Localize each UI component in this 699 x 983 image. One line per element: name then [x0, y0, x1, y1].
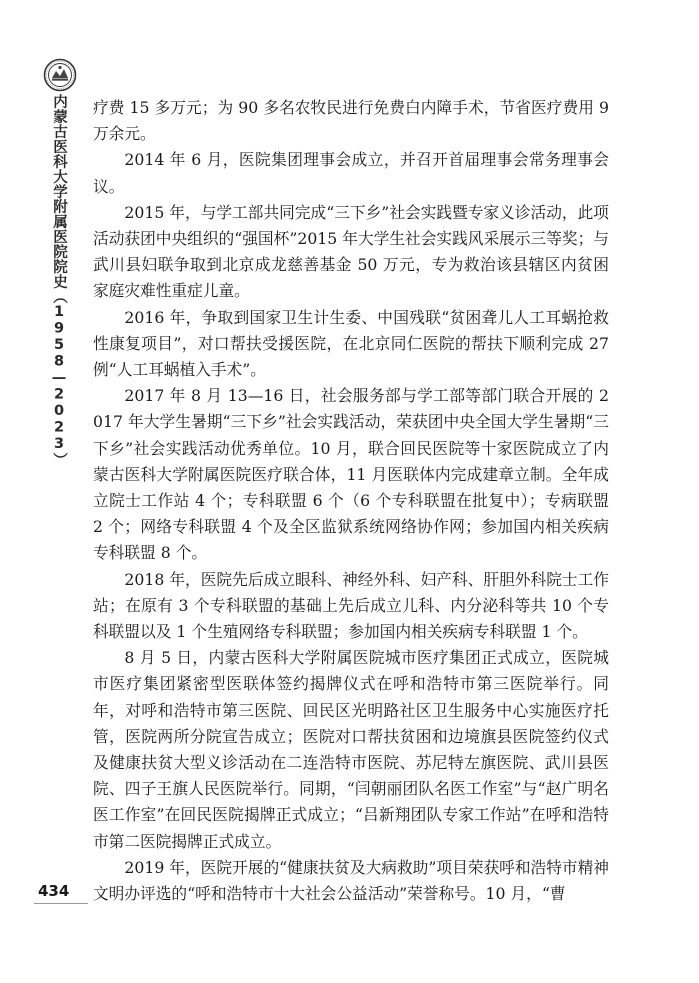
- paragraph: 2015 年，与学工部共同完成“三下乡”社会实践暨专家义诊活动，此项活动获团中央组织的“强国杯”2015 年大学生社会实践风采展示三等奖；与武川县妇联争取到北京成龙慈善基金 50 万元，专为救治该县辖区内贫困家庭灾难性重症儿童。: [93, 202, 609, 301]
- paragraph-continued: 疗费 15 多万元；为 90 多名农牧民进行免费白内障手术，节省医疗费用 9 万余元。: [93, 98, 609, 144]
- paragraph: 2017 年 8 月 13—16 日，社会服务部与学工部等部门联合开展的 2017 年大学生暑期“三下乡”社会实践活动，荣获团中央全国大学生暑期“三下乡”社会实践活动优秀单位。10 月，联合回民医院等十家医院成立了内蒙古医科大学附属医院医疗联合体，11 月医联体内完成建章立制。全年成立院士工作站 4 个；专科联盟 6 个（6 个专科联盟在批复中）；专病联盟 2 个；网络专科联盟 4 个及全区监狱系统网络协作网；参加国内相关疾病专科联盟 8 个。: [93, 386, 609, 563]
- body-text: [93, 95, 609, 907]
- page-number-rule: [34, 903, 88, 904]
- page-number: 434: [38, 882, 70, 900]
- paragraph: 2014 年 6 月，医院集团理事会成立，并召开首届理事会常务理事会议。: [93, 150, 609, 196]
- university-emblem-icon: [43, 58, 77, 92]
- running-title: 内蒙古医科大学附属医院院史（1958—2023）: [51, 94, 67, 468]
- paragraph: 8 月 5 日，内蒙古医科大学附属医院城市医疗集团正式成立，医院城市医疗集团紧密型医联体签约揭牌仪式在呼和浩特市第三医院举行。同年，对呼和浩特市第三医院、回民区光明路社区卫生服务中心实施医疗托管，医院两所分院宣告成立；医院对口帮扶贫困和边境旗县医院签约仪式及健康扶贫大型义诊活动在二连浩特市医院、苏尼特左旗医院、武川县医院、四子王旗人民医院举行。同期，“闫朝丽团队名医工作室”与“赵广明名医工作室”在回民医院揭牌正式成立；“吕新翔团队专家工作站”在呼和浩特市第二医院揭牌正式成立。: [93, 648, 609, 851]
- side-margin: [0, 0, 88, 983]
- paragraph: 2019 年，医院开展的“健康扶贫及大病救助”项目荣获呼和浩特市精神文明办评选的“呼和浩特市十大社会公益活动”荣誉称号。10 月，“曹: [93, 857, 609, 904]
- paragraph: 2018 年，医院先后成立眼科、神经外科、妇产科、肝胆外科院士工作站；在原有 3 个专科联盟的基础上先后成立儿科、内分泌科等共 10 个专科联盟以及 1 个生殖网络专科联盟；参加国内相关疾病专科联盟 1 个。: [93, 569, 609, 642]
- paragraph: 2016 年，争取到国家卫生计生委、中国残联“贫困聋儿人工耳蜗抢救性康复项目”，对口帮扶受援医院，在北京同仁医院的帮扶下顺利完成 27 例“人工耳蜗植入手术”。: [93, 307, 609, 380]
